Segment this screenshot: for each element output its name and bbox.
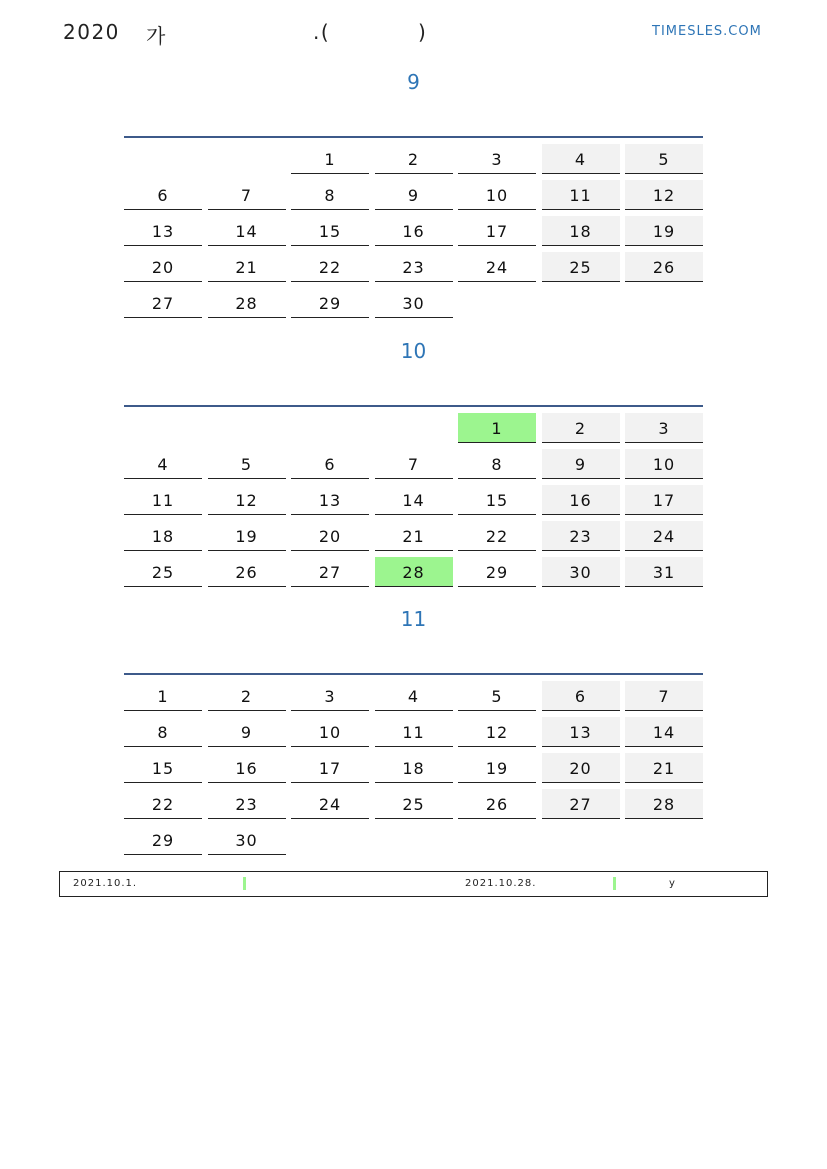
day-cell: 8 [458,449,536,479]
day-cell: 18 [375,753,453,783]
day-cell: 27 [542,789,620,819]
day-cell: 6 [124,180,202,210]
title-paren-open: .( [313,20,331,44]
day-cell: 17 [458,216,536,246]
day-cell: 29 [291,288,369,318]
day-cell: 20 [124,252,202,282]
day-cell: 23 [208,789,286,819]
day-cell: 26 [208,557,286,587]
day-cell: 10 [458,180,536,210]
day-cell: 4 [375,681,453,711]
day-cell: 18 [542,216,620,246]
day-cell: 30 [542,557,620,587]
day-cell: 24 [458,252,536,282]
day-cell: 18 [124,521,202,551]
day-cell: 1 [291,144,369,174]
day-cell: 24 [625,521,703,551]
legend-box [59,871,768,897]
month-title: 9 [407,70,420,94]
day-cell: 15 [124,753,202,783]
day-cell: 2 [208,681,286,711]
day-cell: 14 [208,216,286,246]
day-cell: 9 [375,180,453,210]
day-cell: 21 [625,753,703,783]
day-cell: 16 [542,485,620,515]
day-cell: 16 [208,753,286,783]
month-rule [124,136,703,138]
day-cell: 11 [124,485,202,515]
day-cell: 13 [542,717,620,747]
day-cell: 28 [375,557,453,587]
day-cell: 5 [458,681,536,711]
day-cell: 28 [208,288,286,318]
day-cell: 4 [124,449,202,479]
day-cell: 10 [291,717,369,747]
day-cell: 8 [124,717,202,747]
day-cell: 7 [375,449,453,479]
day-cell: 15 [291,216,369,246]
month-title: 10 [400,339,427,363]
day-cell: 20 [291,521,369,551]
day-cell: 9 [208,717,286,747]
day-cell: 2 [375,144,453,174]
legend-date-2: 2021.10.28. [465,878,537,889]
day-cell: 11 [375,717,453,747]
day-cell: 24 [291,789,369,819]
day-cell: 4 [542,144,620,174]
day-cell: 14 [625,717,703,747]
month-rule [124,405,703,407]
day-cell: 7 [625,681,703,711]
day-cell: 19 [208,521,286,551]
day-cell: 15 [458,485,536,515]
day-cell: 27 [291,557,369,587]
day-cell: 22 [458,521,536,551]
month-title: 11 [400,607,427,631]
legend-holiday-marker-1 [243,877,246,890]
title-ga: 가 [146,24,167,48]
title-paren-close: ) [418,20,428,44]
day-cell: 12 [458,717,536,747]
day-cell: 29 [124,825,202,855]
day-cell: 8 [291,180,369,210]
day-cell: 13 [291,485,369,515]
brand-link[interactable]: TIMESLES.COM [652,24,762,39]
day-cell: 31 [625,557,703,587]
day-cell: 22 [291,252,369,282]
day-cell: 25 [124,557,202,587]
legend-note: y [669,878,676,889]
day-cell: 29 [458,557,536,587]
day-cell: 22 [124,789,202,819]
day-cell: 5 [208,449,286,479]
day-cell: 28 [625,789,703,819]
day-cell: 25 [375,789,453,819]
day-cell: 21 [375,521,453,551]
day-cell: 1 [124,681,202,711]
legend-holiday-marker-2 [613,877,616,890]
day-cell: 2 [542,413,620,443]
day-cell: 19 [458,753,536,783]
day-cell: 1 [458,413,536,443]
title-year: 2020 [63,20,120,44]
day-cell: 14 [375,485,453,515]
day-cell: 3 [458,144,536,174]
day-cell: 21 [208,252,286,282]
day-cell: 19 [625,216,703,246]
day-cell: 3 [625,413,703,443]
day-cell: 6 [291,449,369,479]
day-cell: 26 [625,252,703,282]
day-cell: 30 [208,825,286,855]
day-cell: 26 [458,789,536,819]
day-cell: 20 [542,753,620,783]
day-cell: 17 [625,485,703,515]
day-cell: 10 [625,449,703,479]
day-cell: 7 [208,180,286,210]
day-cell: 12 [625,180,703,210]
day-cell: 11 [542,180,620,210]
month-rule [124,673,703,675]
day-cell: 12 [208,485,286,515]
day-cell: 16 [375,216,453,246]
day-cell: 23 [542,521,620,551]
day-cell: 27 [124,288,202,318]
day-cell: 6 [542,681,620,711]
day-cell: 9 [542,449,620,479]
day-cell: 23 [375,252,453,282]
day-cell: 5 [625,144,703,174]
day-cell: 30 [375,288,453,318]
day-cell: 3 [291,681,369,711]
day-cell: 25 [542,252,620,282]
legend-date-1: 2021.10.1. [73,878,138,889]
day-cell: 17 [291,753,369,783]
day-cell: 13 [124,216,202,246]
